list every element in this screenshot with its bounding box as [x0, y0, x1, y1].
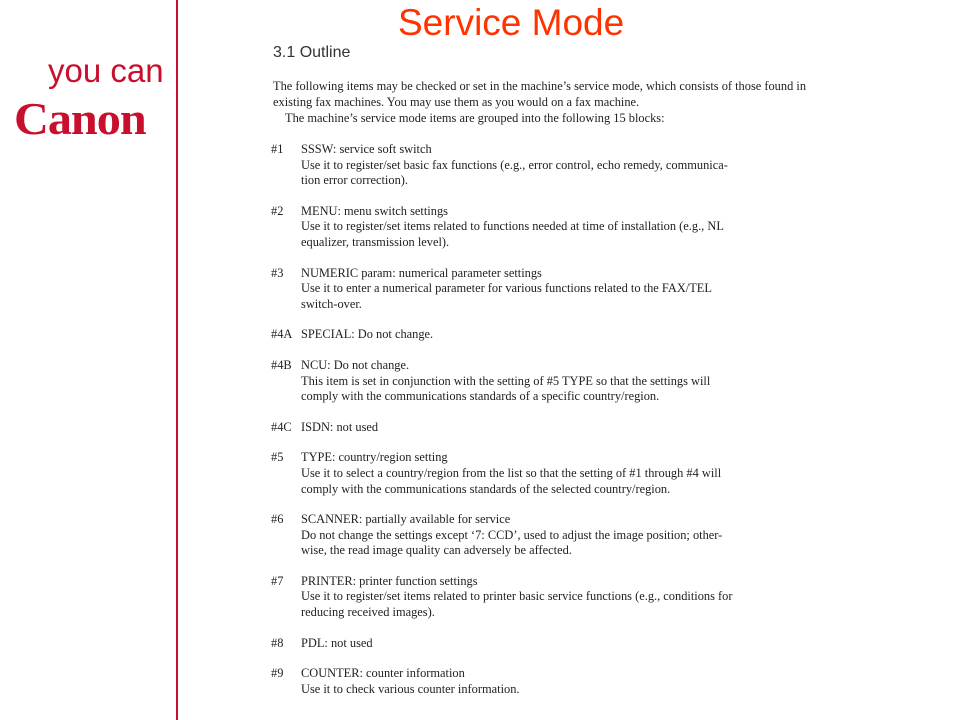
item-title: SCANNER: partially available for service: [301, 512, 511, 527]
list-item: [271, 666, 811, 697]
item-spacer: [271, 343, 811, 358]
list-item: [271, 204, 811, 251]
item-body: [301, 420, 811, 436]
item-spacer: [271, 559, 811, 574]
item-number: #9: [271, 666, 284, 681]
item-description: Use it to select a country/region from the list so that the setting of #1 through #4 will comply with the communications standards of the selected country/region.: [301, 465, 722, 496]
list-item: [271, 358, 811, 405]
item-spacer: [271, 651, 811, 666]
list-item: [271, 266, 811, 313]
service-mode-block-list: [271, 142, 811, 697]
canon-logo: Canon: [14, 93, 146, 144]
item-title: NUMERIC param: numerical parameter settings: [301, 265, 542, 280]
item-title: TYPE: country/region setting: [301, 450, 448, 465]
item-body: [301, 204, 811, 251]
item-description: Use it to check various counter information.: [301, 681, 520, 696]
item-body: [301, 450, 811, 497]
list-item: [271, 450, 811, 497]
item-number: #7: [271, 573, 284, 588]
section-heading: 3.1 Outline: [273, 44, 351, 61]
item-title: SPECIAL: Do not change.: [301, 327, 434, 342]
item-body: [301, 636, 811, 652]
item-title: SSSW: service soft switch: [301, 142, 432, 156]
intro-paragraph: The machine’s service mode items are grouped into the following 15 blocks:: [285, 111, 665, 125]
item-body: [301, 327, 811, 343]
item-title: COUNTER: counter information: [301, 666, 465, 681]
list-item: [271, 142, 811, 189]
item-description: Use it to register/set items related to functions needed at time of installation (e.g., NL equalizer, transmission level).: [301, 219, 724, 249]
list-item: [271, 327, 811, 343]
item-body: [301, 142, 811, 189]
brand-tagline: you can: [48, 52, 164, 89]
item-number: #1: [271, 142, 284, 156]
item-description: Use it to register/set basic fax functions (e.g., error control, echo remedy, communica- tion error correction).: [301, 157, 728, 188]
item-body: [301, 266, 811, 313]
item-description: This item is set in conjunction with the setting of #5 TYPE so that the settings will comply with the communications standards of a specific country/region.: [301, 373, 711, 404]
item-spacer: [271, 251, 811, 266]
item-spacer: [271, 435, 811, 450]
item-title: NCU: Do not change.: [301, 357, 410, 372]
item-number: #2: [271, 203, 284, 218]
list-item: [271, 636, 811, 652]
item-body: [301, 574, 811, 621]
item-number: #4B: [271, 357, 292, 372]
item-number: #3: [271, 265, 284, 280]
sidebar-divider: [176, 0, 178, 720]
item-number: #5: [271, 450, 284, 465]
document-page: [271, 44, 811, 697]
intro-paragraph: The following items may be checked or set in the machine’s service mode, which consists of those found in existing fax machines. You may use them as you would on a fax machine.: [273, 79, 807, 109]
slide-title: Service Mode: [398, 2, 625, 43]
item-description: Do not change the settings except ‘7: CCD’, used to adjust the image position; other- wise, the read image quality can adversely be affected.: [301, 527, 723, 558]
list-item: [271, 512, 811, 559]
item-title: ISDN: not used: [301, 419, 379, 434]
item-description: Use it to register/set items related to printer basic service functions (e.g., conditions for reducing received images).: [301, 589, 733, 620]
item-number: #8: [271, 635, 284, 650]
item-spacer: [271, 405, 811, 420]
item-spacer: [271, 497, 811, 512]
item-spacer: [271, 312, 811, 327]
intro: [271, 78, 811, 126]
item-title: PRINTER: printer function settings: [301, 573, 478, 588]
item-spacer: [271, 621, 811, 636]
item-spacer: [271, 189, 811, 204]
item-body: [301, 666, 811, 697]
item-description: Use it to enter a numerical parameter for various functions related to the FAX/TEL switch-over.: [301, 281, 712, 311]
brand-sidebar: [0, 0, 176, 720]
item-body: [301, 358, 811, 405]
item-number: #4C: [271, 419, 292, 434]
item-number: #6: [271, 512, 284, 527]
item-title: PDL: not used: [301, 635, 373, 650]
item-body: [301, 512, 811, 559]
list-item: [271, 420, 811, 436]
item-number: #4A: [271, 327, 293, 342]
list-item: [271, 574, 811, 621]
item-title: MENU: menu switch settings: [301, 203, 448, 218]
